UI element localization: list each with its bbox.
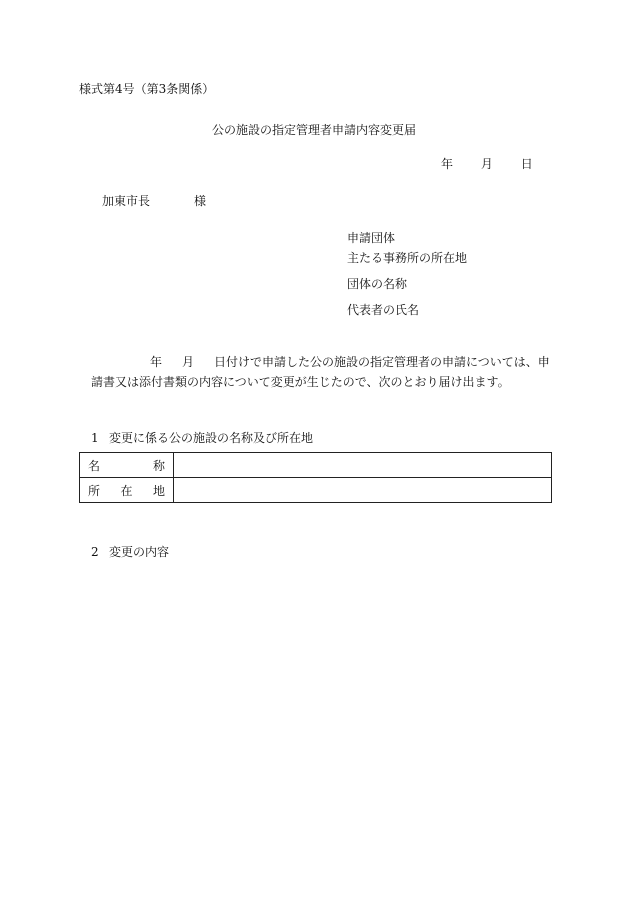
body-month: 月 — [182, 355, 195, 369]
applicant-block — [347, 230, 467, 322]
applicant-address-label: 主たる事務所の所在地 — [347, 251, 468, 265]
table-row — [80, 453, 552, 478]
applicant-heading: 申請団体 — [347, 231, 396, 245]
section-1-heading — [91, 430, 313, 446]
facility-table — [79, 452, 552, 503]
date-month: 月 — [480, 157, 493, 171]
section-1-title: 変更に係る公の施設の名称及び所在地 — [109, 431, 314, 445]
date-day: 日 — [520, 157, 533, 171]
facility-name-label: 名 称 — [80, 453, 174, 478]
table-row — [80, 478, 552, 503]
body-text-line-2: 請書又は添付書類の内容について変更が生じたので、次のとおり届け出ます。 — [91, 375, 510, 389]
form-number: 様式第4号（第3条関係） — [79, 82, 215, 96]
section-2-title: 変更の内容 — [109, 545, 170, 559]
section-2-number: 2 — [91, 545, 99, 559]
date-year: 年 — [441, 157, 454, 171]
addressee-name: 加東市長 — [102, 194, 151, 208]
applicant-rep-name-label: 代表者の氏名 — [347, 303, 420, 317]
date-line — [441, 156, 533, 172]
section-2-heading — [91, 544, 169, 560]
facility-location-label: 所 在 地 — [80, 478, 174, 503]
applicant-org-name-label: 団体の名称 — [347, 277, 408, 291]
facility-name-value[interactable] — [174, 453, 552, 478]
body-year: 年 — [150, 355, 163, 369]
body-line1-rest: 日付けで申請した公の施設の指定管理者の申請については、申 — [214, 355, 550, 369]
addressee-honorific: 様 — [194, 194, 207, 208]
document-title: 公の施設の指定管理者申請内容変更届 — [212, 123, 417, 137]
body-text-line-1 — [150, 354, 550, 370]
section-1-number: 1 — [91, 431, 99, 445]
addressee — [102, 193, 206, 209]
facility-location-value[interactable] — [174, 478, 552, 503]
